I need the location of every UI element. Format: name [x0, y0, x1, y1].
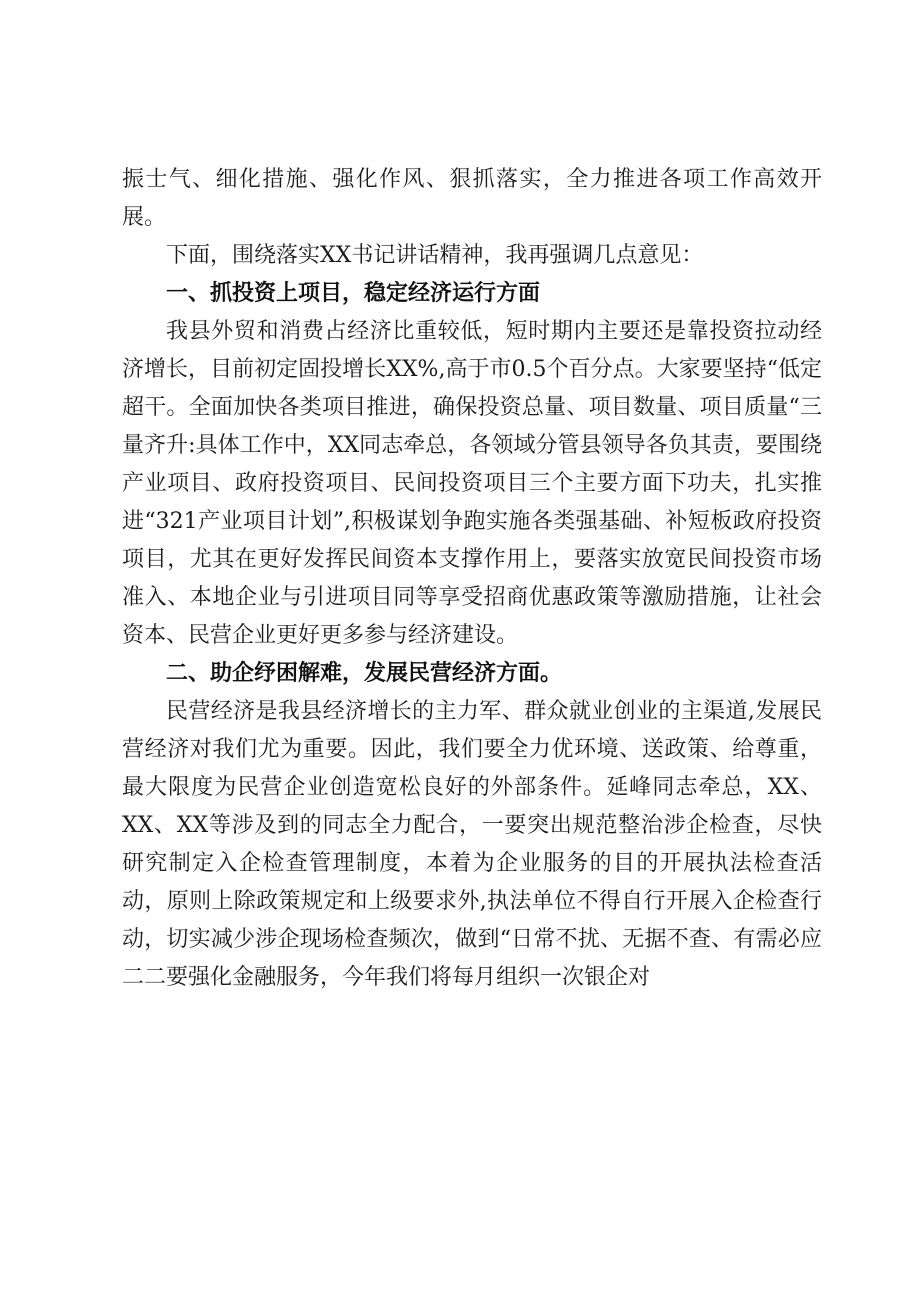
document-body [122, 161, 822, 997]
paragraph-continued: 振士气、细化措施、强化作风、狠抓落实，全力推进各项工作高效开展。 [122, 167, 822, 230]
paragraph-section-1: 我县外贸和消费占经济比重较低，短时期内主要还是靠投资拉动经济增长，目前初定固投增长XX%,高于市0.5个百分点。大家要坚持“低定超干。全面加快各类项目推进，确保投资总量、项目数量、项目质量“三量齐升:具体工作中，XX同志牵总，各领域分管县领导各负其责，要围绕产业项目、政府投资项目、民间投资项目三个主要方面下功夫，扎实推进“321产业项目计划”,积极谋划争跑实施各类强基础、补短板政府投资项目，尤其在更好发挥民间资本支撑作用上，要落实放宽民间投资市场准入、本地企业与引进项目同等享受招商优惠政策等激励措施，让社会资本、民营企业更好更多参与经济建设。 [122, 319, 822, 648]
section-heading-1: 一、抓投资上项目，稳定经济运行方面 [166, 281, 541, 306]
paragraph-section-2: 民营经济是我县经济增长的主力军、群众就业创业的主渠道,发展民营经济对我们尤为重要。因此，我们要全力优环境、送政策、给尊重，最大限度为民营企业创造宽松良好的外部条件。延峰同志牵总，XX、XX、XX等涉及到的同志全力配合，一要突出规范整治涉企检查，尽快研究制定入企检查管理制度，本着为企业服务的目的开展执法检查活动，原则上除政策规定和上级要求外,执法单位不得自行开展入企检查行动，切实减少涉企现场检查频次，做到“日常不扰、无据不查、有需必应二二要强化金融服务，今年我们将每月组织一次银企对 [122, 699, 822, 990]
section-heading-2: 二、助企纾困解难，发展民营经济方面。 [166, 661, 563, 686]
paragraph-intro: 下面，围绕落实XX书记讲话精神，我再强调几点意见： [166, 243, 704, 268]
